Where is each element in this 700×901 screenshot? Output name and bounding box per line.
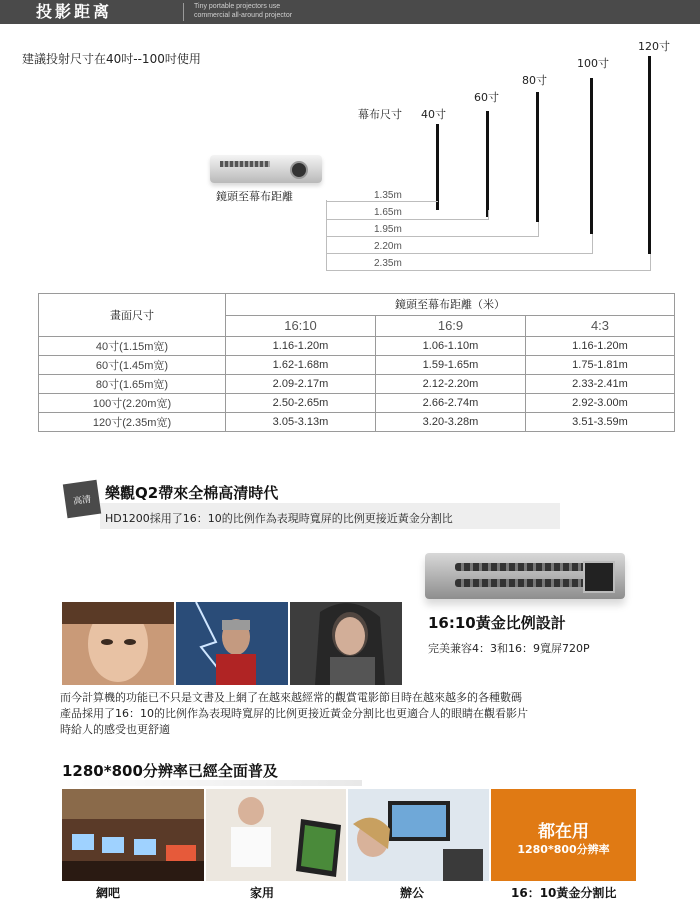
distance-diagram	[0, 0, 700, 290]
golden-ratio-title: 16:10黃金比例設計	[428, 614, 566, 632]
cell-16-9: 3.20-3.28m	[376, 413, 526, 432]
cell-4-3: 2.33-2.41m	[526, 375, 675, 394]
photo-woman-dark	[290, 602, 402, 685]
paragraph-line-2: 產品採用了16：10的比例作為表現時寬屏的比例更接近黃金分割比也更適合人的眼睛在觀看影片	[60, 707, 528, 720]
cell-16-10: 2.09-2.17m	[226, 375, 376, 394]
size-label-60: 60寸	[474, 91, 499, 104]
cell-16-10: 1.16-1.20m	[226, 337, 376, 356]
table-row	[39, 413, 675, 432]
row-size: 40寸(1.15m宽)	[39, 337, 226, 356]
size-label-120: 120寸	[638, 40, 670, 53]
mini-projector-image	[425, 553, 625, 599]
ratio-4-3: 4:3	[526, 315, 675, 337]
size-label-80: 80寸	[522, 74, 547, 87]
resolution-callout	[491, 789, 636, 881]
row-size: 120寸(2.35m宽)	[39, 413, 226, 432]
q2-title: 樂觀Q2帶來全棉高清時代	[105, 484, 279, 502]
screen-bar-120	[648, 56, 651, 254]
header-subtitle-line1: Tiny portable projectors use	[194, 3, 281, 10]
recommendation-text: 建議投射尺寸在40吋--100吋使用	[22, 52, 201, 66]
distance-table	[38, 293, 675, 432]
size-label-40: 40寸	[421, 108, 446, 121]
distance-label-60: 1.65m	[374, 207, 402, 218]
paragraph-line-3: 時給人的感受也更舒適	[60, 723, 170, 736]
resolution-title: 1280*800分辨率已經全面普及	[62, 762, 278, 780]
screen-bar-100	[590, 78, 593, 234]
col-screen-size: 畫面尺寸	[39, 294, 226, 337]
cell-4-3: 3.51-3.59m	[526, 413, 675, 432]
q2-description: HD1200採用了16：10的比例作為表現時寬屏的比例更接近黃金分割比	[105, 512, 453, 525]
cell-16-10: 3.05-3.13m	[226, 413, 376, 432]
screen-bar-60	[486, 111, 489, 217]
header-subtitle-line2: commercial all-around projector	[194, 12, 293, 19]
table-row	[39, 356, 675, 375]
table-row	[39, 375, 675, 394]
caption-home: 家用	[250, 886, 275, 900]
hd-badge: 高清	[63, 480, 101, 518]
cell-16-9: 2.66-2.74m	[376, 394, 526, 413]
caption-office: 辦公	[400, 886, 425, 900]
caption-internet-cafe: 網吧	[96, 886, 121, 900]
paragraph-line-1: 而今計算機的功能已不只是文書及上網了在越來越經常的觀賞電影節目時在越來越多的各種數碼	[60, 691, 522, 704]
screen-bar-80	[536, 92, 539, 222]
table-row	[39, 394, 675, 413]
cell-4-3: 1.16-1.20m	[526, 337, 675, 356]
cell-16-9: 2.12-2.20m	[376, 375, 526, 394]
golden-ratio-subtitle: 完美兼容4：3和16：9寬屏720P	[428, 642, 590, 655]
cell-4-3: 1.75-1.81m	[526, 356, 675, 375]
projector-image	[210, 155, 322, 183]
photo-superhero	[176, 602, 288, 685]
lens-distance-label: 鏡頭至幕布距離	[216, 190, 293, 203]
page-title: 投影距离	[36, 2, 113, 21]
cell-4-3: 2.92-3.00m	[526, 394, 675, 413]
cell-16-10: 2.50-2.65m	[226, 394, 376, 413]
photo-internet-cafe	[62, 789, 204, 881]
screen-bar-40	[436, 124, 439, 210]
cell-16-10: 1.62-1.68m	[226, 356, 376, 375]
row-size: 60寸(1.45m宽)	[39, 356, 226, 375]
ratio-16-9: 16:9	[376, 315, 526, 337]
ratio-16-10: 16:10	[226, 315, 376, 337]
photo-home-use	[206, 789, 346, 881]
row-size: 100寸(2.20m宽)	[39, 394, 226, 413]
table-row	[39, 337, 675, 356]
distance-label-120: 2.35m	[374, 258, 402, 269]
distance-label-40: 1.35m	[374, 190, 402, 201]
cell-16-9: 1.06-1.10m	[376, 337, 526, 356]
distance-label-100: 2.20m	[374, 241, 402, 252]
photo-office-use	[348, 789, 489, 881]
description-paragraph	[60, 690, 660, 738]
size-label-100: 100寸	[577, 57, 609, 70]
cell-16-9: 1.59-1.65m	[376, 356, 526, 375]
callout-line-1: 都在用	[538, 822, 589, 842]
row-size: 80寸(1.65m宽)	[39, 375, 226, 394]
callout-line-2: 1280*800分辨率	[517, 843, 610, 856]
photo-woman-portrait	[62, 602, 174, 685]
caption-golden-ratio: 16：10黃金分割比	[511, 886, 617, 900]
screen-size-label: 幕布尺寸	[358, 108, 402, 121]
distance-label-80: 1.95m	[374, 224, 402, 235]
col-lens-distance: 鏡頭至幕布距離（米）	[226, 294, 675, 316]
